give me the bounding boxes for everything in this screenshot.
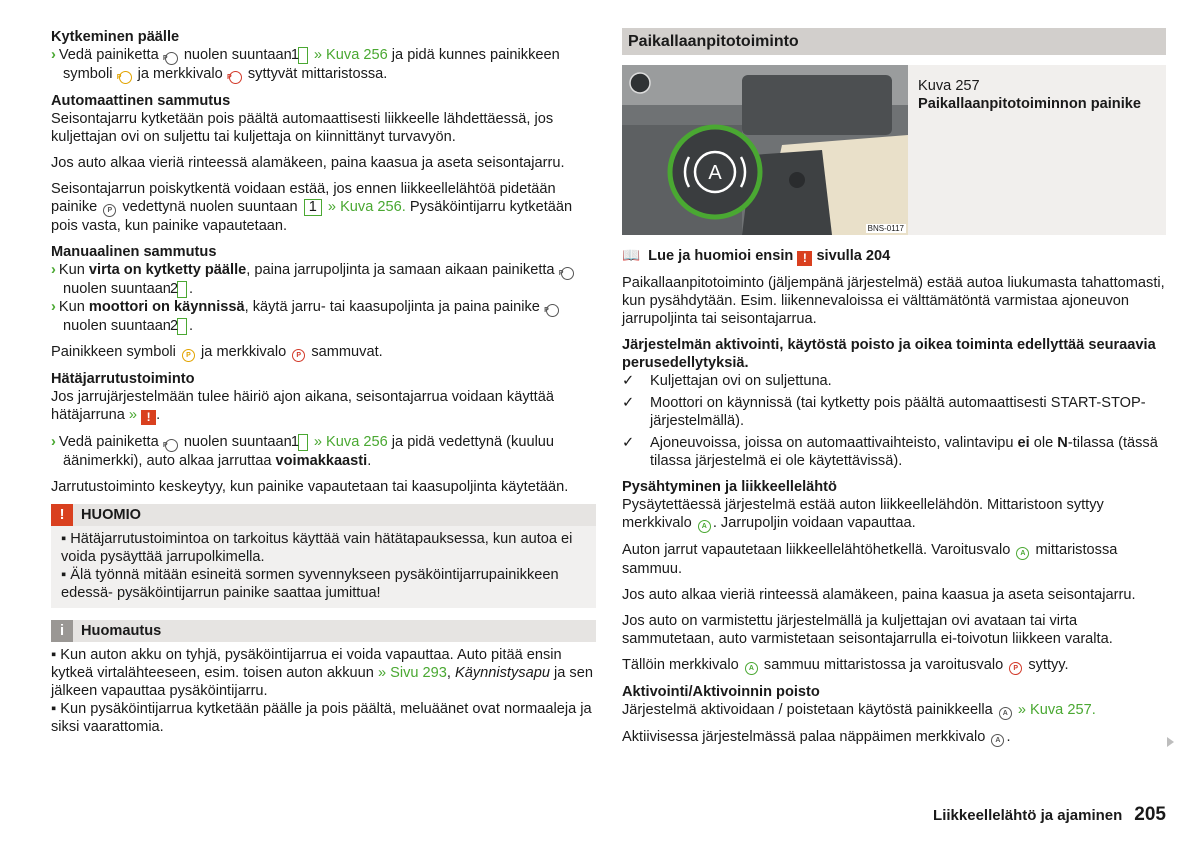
text: Kun	[58, 262, 85, 278]
heading-hatajarrutus: Hätäjarrutustoiminto	[51, 371, 195, 387]
text: . Jarrupoljin voidaan vapauttaa.	[712, 515, 916, 531]
warning-title: HUOMIO	[81, 507, 141, 523]
check-item	[622, 434, 1166, 470]
text: Kun auton akku on tyhjä, pysäköintijarrua ei voida vapauttaa. Auto pitää ensin kytkeä virtalähteeseen, esim. toisen auton akkuun	[51, 647, 562, 681]
text-bold: moottori on käynnissä	[88, 299, 245, 315]
auto-hold-symbol-icon: A	[999, 707, 1012, 720]
text: Vedä painiketta	[58, 47, 159, 63]
car-interior-illustration	[622, 65, 908, 235]
warning-icon: !	[51, 504, 73, 526]
text: Pysäköintijarru kytketään pois vasta, kun painike vapautetaan.	[51, 199, 573, 234]
paragraph: Paikallaanpitotoiminto (jäljempänä järjestelmä) estää autoa liukumasta tahattomasti, kun pysähdytään. Esim. liikennevaloissa ei välttämätöntä varmistaa ajoneuvon jarrupoljinta tai seisontajarrua.	[622, 275, 1165, 327]
figure-link-256[interactable]: » Kuva 256	[313, 47, 388, 63]
text: Järjestelmä aktivoidaan / poistetaan käytöstä painikkeella	[622, 702, 993, 718]
parking-brake-yellow-icon: P	[119, 71, 132, 84]
page-footer	[933, 806, 1166, 825]
figure-code: BNS-0117	[867, 224, 904, 233]
paragraph	[622, 541, 1166, 578]
parking-brake-symbol-icon: P	[165, 439, 178, 452]
section-title: Paikallaanpitotoiminto	[622, 28, 1166, 55]
parking-brake-symbol-icon: P	[546, 304, 559, 317]
figure-link-256[interactable]: » Kuva 256.	[327, 199, 406, 215]
step: › Kun moottori on käynnissä, käytä jarru- tai kaasupoljinta ja paina painike P nuolen suuntaan 2 .	[51, 298, 596, 335]
heading-aktivointi: Aktivointi/Aktivoinnin poisto	[622, 684, 820, 700]
page-number: 205	[1134, 804, 1166, 825]
paragraph: Seisontajarru kytketään pois päältä automaattisesti liikkeelle lähdettäessä, jos kuljettajan ovi on suljettu tai kuljettaja on kiinnittänyt turvavyön.	[51, 111, 554, 145]
figure-label: Kuva 257	[918, 78, 980, 94]
step-kytkeminen	[51, 46, 596, 84]
paragraph: Aktiivisessa järjestelmässä palaa näppäimen merkkivalo A .	[622, 729, 1011, 745]
text: Lue ja huomioi ensin	[648, 248, 794, 264]
warning-item: ▪ Älä työnnä mitään esineitä sormen syvennykseen pysäköintijarrupainikkeen edessä- pysäköintijarrun painike saattaa jumittua!	[61, 567, 559, 601]
step-arrow-icon: ›	[51, 47, 56, 63]
warning-header	[51, 504, 596, 526]
text: , käytä jarru- tai kaasupoljinta ja paina painike	[244, 299, 540, 315]
note-item: ▪ Kun pysäköintijarrua kytketään päälle ja pois päältä, meluäänet ovat normaaleja ja siksi vaarattomia.	[51, 701, 592, 735]
figure-callout-1: 1	[298, 47, 308, 64]
text: Ajoneuvoissa, joissa on automaattivaihteisto, valintavipu	[650, 435, 1014, 451]
text-bold: N	[1057, 435, 1068, 451]
left-column	[51, 28, 596, 736]
heading-manuaalinen: Manuaalinen sammutus	[51, 244, 217, 260]
figure-callout-2: 2	[177, 318, 187, 335]
text: Älä työnnä mitään esineitä sormen syvennykseen pysäköintijarrupainikkeen edessä- pysäköintijarrun painike saattaa jumittua!	[61, 567, 559, 601]
step-arrow-icon: ›	[51, 262, 56, 278]
paragraph	[622, 496, 1166, 533]
parking-brake-symbol-icon: P	[103, 204, 116, 217]
paragraph: Jos auto on varmistettu järjestelmällä ja kuljettajan ovi avataan tai virta sammutetaan, auto varmistetaan seisontajarrulla ei-toivotun liikkeen varalta.	[622, 613, 1113, 647]
text: Jos jarrujärjestelmään tulee häiriö ajon aikana, seisontajarrua voidaan käyttää hätäjarruna	[51, 389, 554, 423]
page-link-293[interactable]: » Sivu 293	[377, 665, 447, 681]
parking-brake-red-icon: P	[292, 349, 305, 362]
step: › Vedä painiketta P nuolen suuntaan 1 » Kuva 256 ja pidä vedettynä (kuuluu äänimerkki), auto alkaa jarruttaa voimakkaasti.	[51, 434, 555, 469]
parking-brake-red-icon: P	[1009, 662, 1022, 675]
check-item: ✓ Kuljettajan ovi on suljettuna.	[622, 372, 1166, 390]
text: ole	[1033, 435, 1054, 451]
text-bold: virta on kytketty päälle	[88, 262, 247, 278]
text-italic: Käynnistysapu	[455, 665, 550, 681]
step: › Kun virta on kytketty päälle, paina jarrupoljinta ja samaan aikaan painiketta P nuolen suuntaan 2 .	[51, 261, 596, 298]
note-title: Huomautus	[81, 623, 162, 639]
auto-hold-green-icon: A	[698, 520, 711, 533]
heading-pysahtyminen: Pysähtyminen ja liikkeellelähtö	[622, 479, 837, 495]
paragraph	[51, 343, 596, 362]
page-reference[interactable]: sivulla 204	[816, 248, 891, 264]
auto-hold-symbol-icon: A	[991, 734, 1004, 747]
paragraph	[622, 656, 1166, 675]
figure-caption	[908, 65, 1151, 235]
text: nuolen suuntaan	[183, 47, 292, 63]
paragraph	[51, 180, 596, 235]
text: syttyy.	[1028, 657, 1069, 673]
heading-kytkeminen: Kytkeminen päälle	[51, 29, 180, 45]
note-box	[51, 620, 596, 642]
note-item: ▪ Kun auton akku on tyhjä, pysäköintijarrua ei voida vapauttaa. Auto pitää ensin kytkeä virtalähteeseen, esim. toisen auton akkuun » Sivu 293, Käynnistysapu ja sen jälkeen vapauttaa pysäköintijarru.	[51, 647, 593, 699]
warning-link[interactable]: »	[128, 407, 138, 423]
auto-hold-green-icon: A	[1016, 547, 1029, 560]
text: ja pidä vedettynä (kuuluu äänimerkki), auto alkaa jarruttaa	[63, 434, 555, 469]
warning-icon: !	[797, 251, 812, 266]
paragraph: Jos jarrujärjestelmään tulee häiriö ajon aikana, seisontajarrua voidaan käyttää hätäjarruna » ! .	[51, 389, 554, 424]
step-arrow-icon: ›	[51, 299, 56, 315]
text: mittaristossa sammuu.	[622, 542, 1118, 577]
warning-icon: !	[141, 410, 156, 425]
figure-link-256[interactable]: » Kuva 256	[313, 434, 388, 450]
warning-box	[51, 504, 596, 608]
text: ja merkkivalo	[137, 66, 223, 82]
check-item: ✓ Moottori on käynnissä (tai kytketty pois päältä automaattisesti START-STOP-järjestelmällä).	[622, 394, 1166, 430]
heading-edellytykset: Järjestelmän aktivointi, käytöstä poisto ja oikea toiminta edellyttää seuraavia perusedellytyksiä.	[622, 337, 1156, 371]
heading-automaattinen: Automaattinen sammutus	[51, 93, 231, 109]
info-icon: i	[51, 620, 73, 642]
text: Kun	[58, 299, 85, 315]
note-header	[51, 620, 596, 642]
text: Seisontajarrun poiskytkentä voidaan estää, jos ennen liikkeellelähtöä pidetään painike	[51, 181, 556, 215]
text: Pysäytettäessä järjestelmä estää auton liikkeellelähdön. Mittaristoon syttyy merkkivalo	[622, 497, 1104, 531]
text-bold: ei	[1017, 435, 1030, 451]
continue-arrow-icon	[1167, 737, 1174, 747]
parking-brake-symbol-icon: P	[165, 52, 178, 65]
text-bold: voimakkaasti	[275, 453, 368, 469]
paragraph: Jos auto alkaa vieriä rinteessä alamäkeen, paina kaasua ja aseta seisontajarru.	[51, 155, 565, 171]
book-icon: 📖	[622, 248, 641, 264]
figure-title: Paikallaanpitotoiminnon painike	[918, 96, 1141, 112]
warning-item: ▪ Hätäjarrutustoimintoa on tarkoitus käyttää vain hätätapauksessa, kun autoa ei voida pysäyttää jarrupolkimella.	[61, 531, 573, 565]
text: sammuvat.	[311, 344, 383, 360]
auto-hold-green-icon: A	[745, 662, 758, 675]
text: Kun pysäköintijarrua kytketään päälle ja pois päältä, meluäänet ovat normaaleja ja siksi vaarattomia.	[51, 701, 592, 735]
parking-brake-red-icon: P	[229, 71, 242, 84]
read-first	[622, 247, 1166, 266]
step-arrow-icon: ›	[51, 434, 56, 450]
paragraph	[622, 701, 1166, 720]
right-column	[622, 28, 1166, 755]
text: Painikkeen symboli	[51, 344, 176, 360]
text: nuolen suuntaan	[183, 434, 292, 450]
text: nuolen suuntaan	[63, 281, 171, 297]
warning-body	[51, 526, 596, 608]
parking-brake-symbol-icon: P	[561, 267, 574, 280]
text: Aktiivisessa järjestelmässä palaa näppäimen merkkivalo	[622, 729, 986, 745]
text: Vedä painiketta	[58, 434, 159, 450]
text: sammuu mittaristossa ja varoitusvalo	[763, 657, 1004, 673]
figure-link-257[interactable]: » Kuva 257.	[1017, 702, 1096, 718]
figure-image	[622, 65, 908, 235]
text: -tilassa (tässä tilassa järjestelmä ei ole käytettävissä).	[650, 435, 1158, 469]
paragraph: Jos auto alkaa vieriä rinteessä alamäkeen, paina kaasua ja aseta seisontajarru.	[622, 587, 1136, 603]
paragraph: Jarrutustoiminto keskeytyy, kun painike vapautetaan tai kaasupoljinta käytetään.	[51, 479, 569, 495]
text: Auton jarrut vapautetaan liikkeellelähtöhetkellä. Varoitusvalo	[622, 542, 1011, 558]
parking-brake-yellow-icon: P	[182, 349, 195, 362]
text: nuolen suuntaan	[63, 318, 171, 334]
svg-text:A: A	[708, 162, 722, 184]
chapter-title: Liikkeellelähtö ja ajaminen	[933, 807, 1123, 824]
figure-callout-1: 1	[298, 434, 308, 451]
text: syttyvät mittaristossa.	[247, 66, 388, 82]
figure-callout-1: 1	[304, 199, 322, 216]
note-body	[51, 646, 596, 736]
text: ja merkkivalo	[201, 344, 287, 360]
figure-257	[622, 65, 1166, 235]
text: Tällöin merkkivalo	[622, 657, 739, 673]
text: Hätäjarrutustoimintoa on tarkoitus käyttää vain hätätapauksessa, kun autoa ei voida pysäyttää jarrupolkimella.	[61, 531, 573, 565]
text: ja sen jälkeen vapauttaa pysäköintijarru.	[51, 665, 593, 699]
text: ja pidä kunnes painikkeen symboli	[63, 47, 560, 82]
text: , paina jarrupoljinta ja samaan aikaan painiketta	[246, 262, 555, 278]
figure-callout-2: 2	[177, 281, 187, 298]
text: vedettynä nuolen suuntaan	[122, 199, 298, 215]
